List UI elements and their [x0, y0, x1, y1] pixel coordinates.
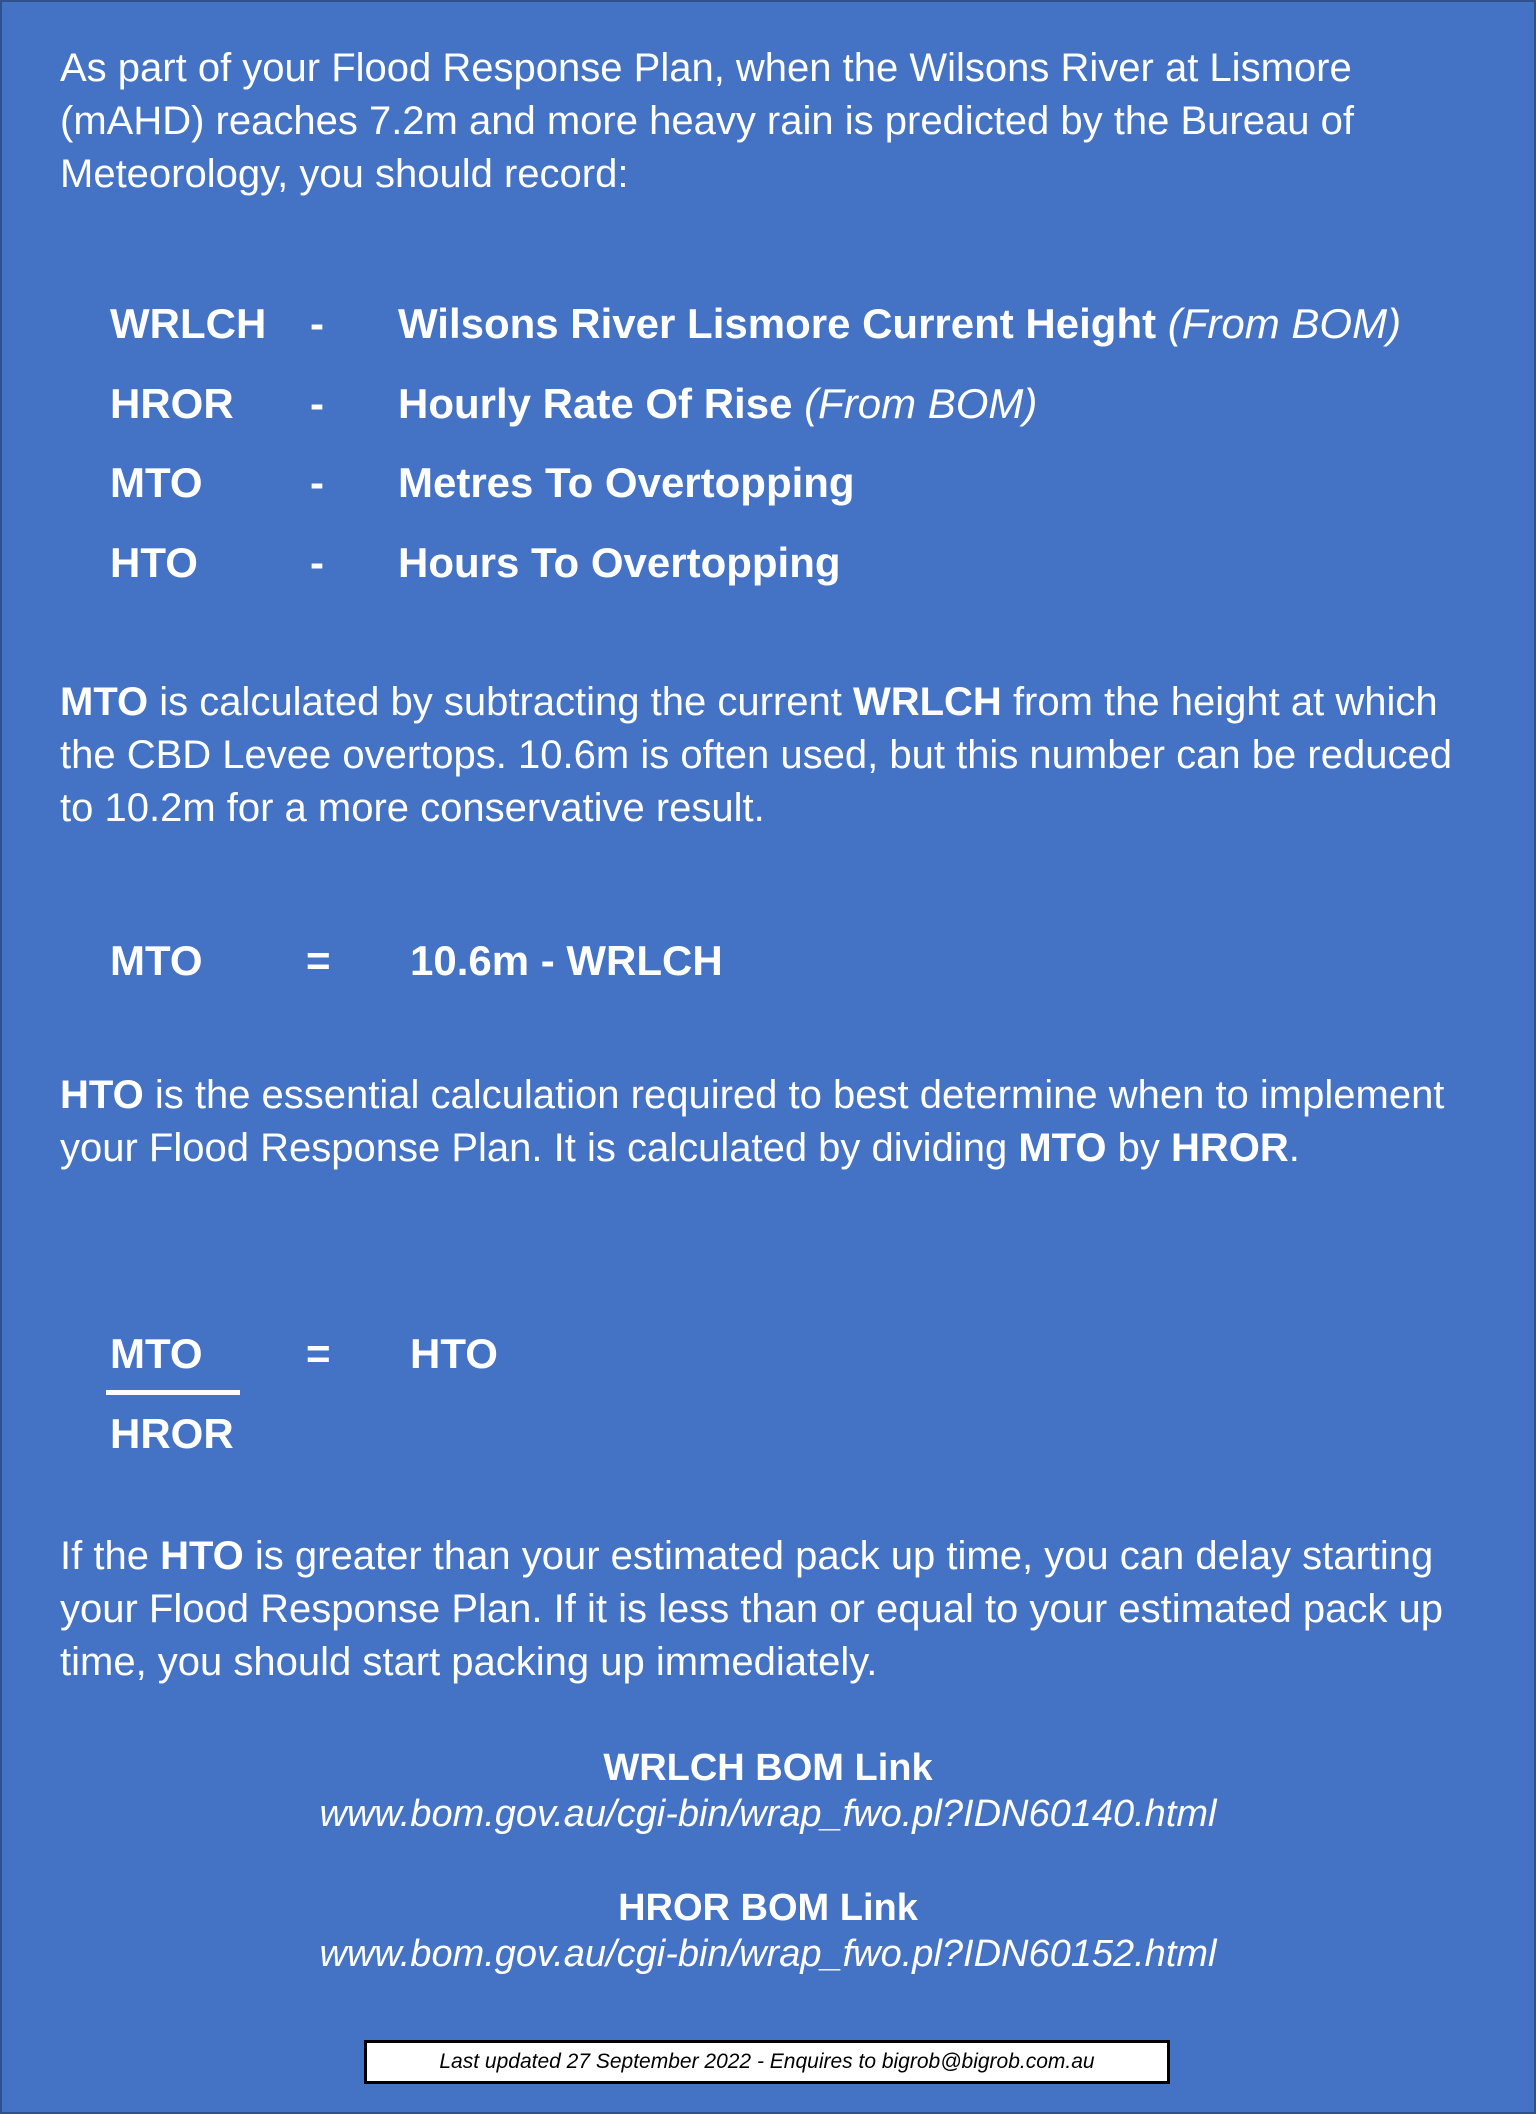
abbr-code: HTO: [110, 539, 198, 586]
abbr-description: Wilsons River Lismore Current Height (From BOM): [398, 300, 1402, 347]
abbr-description: Hourly Rate Of Rise (From BOM): [398, 380, 1038, 427]
abbr-dash: -: [310, 380, 324, 427]
hror-link-url[interactable]: www.bom.gov.au/cgi-bin/wrap_fwo.pl?IDN60152.html: [319, 1933, 1217, 1975]
mto-equation-rhs: 10.6m - WRLCH: [410, 937, 723, 984]
abbr-code: HROR: [110, 380, 234, 427]
mto-paragraph: MTO is calculated by subtracting the current WRLCH from the height at which the CBD Levee overtops. 10.6m is often used, but this number can be reduced to 10.2m for a more conservative result.: [60, 680, 1452, 830]
decision-paragraph: If the HTO is greater than your estimated pack up time, you can delay starting your Flood Response Plan. If it is less than or equal to your estimated pack up time, you should start packing up immediately.: [60, 1534, 1443, 1684]
hto-equation-op: =: [306, 1330, 331, 1377]
abbr-code: MTO: [110, 459, 203, 506]
abbr-source: (From BOM): [1167, 300, 1402, 347]
footer-note: Last updated 27 September 2022 - Enquires to bigrob@bigrob.com.au: [364, 2040, 1170, 2084]
hto-fraction-denominator: HROR: [110, 1410, 234, 1457]
abbr-dash: -: [310, 459, 324, 506]
mto-equation-lhs: MTO: [110, 937, 203, 984]
hto-fraction-numerator: MTO: [110, 1330, 203, 1377]
mto-equation-op: =: [306, 937, 331, 984]
wrlch-link-url[interactable]: www.bom.gov.au/cgi-bin/wrap_fwo.pl?IDN60140.html: [319, 1793, 1217, 1835]
wrlch-link-title: WRLCH BOM Link: [603, 1747, 933, 1789]
abbr-dash: -: [310, 300, 324, 347]
hto-equation-rhs: HTO: [410, 1330, 498, 1377]
hror-link-title: HROR BOM Link: [618, 1887, 918, 1929]
hto-paragraph: HTO is the essential calculation required to best determine when to implement your Flood Response Plan. It is calculated by dividing MTO by HROR.: [60, 1073, 1445, 1170]
abbr-dash: -: [310, 539, 324, 586]
abbr-description: Hours To Overtopping: [398, 539, 841, 586]
fraction-bar: [106, 1390, 240, 1395]
abbr-source: (From BOM): [804, 380, 1038, 427]
abbr-code: WRLCH: [110, 300, 267, 347]
intro-paragraph: As part of your Flood Response Plan, when the Wilsons River at Lismore (mAHD) reaches 7.2m and more heavy rain is predicted by the Bureau of Meteorology, you should record:: [60, 46, 1354, 196]
abbr-description: Metres To Overtopping: [398, 459, 855, 506]
